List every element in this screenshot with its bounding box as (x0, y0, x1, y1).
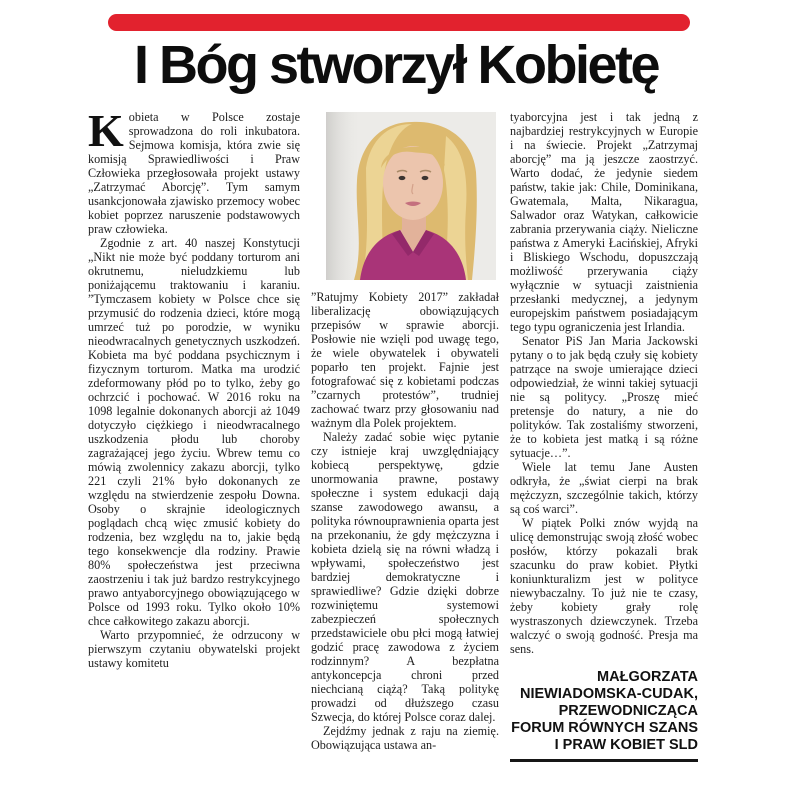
face (383, 146, 443, 220)
paragraph: W piątek Polki znów wyjdą na ulicę demonstrując swoją złość wobec posłów, którzy pokazali brak szacunku do praw kobiet. Płytki koniunkturalizm jest w polityce niewybaczalny. To już nie te czasy, żeby kobiety grały rolę wystraszonych dziewczynek. Trzeba walczyć o swoją godność. Presja ma sens. (510, 516, 698, 656)
paragraph-lead (88, 110, 300, 236)
paragraph: Wiele lat temu Jane Austen odkryła, że „świat cierpi na brak mężczyzn, szczególnie takich, którzy są coś warci”. (510, 460, 698, 516)
text-column-3 (510, 110, 698, 770)
author-photo (326, 112, 496, 280)
drop-cap: K (88, 110, 124, 156)
paragraph: Senator PiS Jan Maria Jackowski pytany o to jak będą czuły się kobiety patrzące na swoje umierające dzieci odpowiedział, że winni takiej sytuacji nie są politycy. „Proszę mieć pretensje do natury, a nie do polityków. Tak zostaliśmy stworzeni, że to kobieta jest matką i są różne sytuacje…”. (510, 334, 698, 460)
text-column-2 (311, 110, 499, 770)
text-column-1 (88, 110, 300, 770)
signature-line: NIEWIADOMSKA-CUDAK, (519, 686, 698, 702)
paragraph: Należy zadać sobie więc pytanie czy istnieje kraj uwzględniający kobiecą perspektywę, gdzie unormowania prawne, postawy społeczne i system edukacji dają szanse zawodowego awansu, a polityka równouprawnienia oparta jest na przekonaniu, że gdy mężczyzna i kobieta dzielą się na równi władzą i wpływami, społeczeństwo jest bardziej demokratyczne i sprawiedliwe? Gdzie dzięki dobrze rozwiniętemu systemowi zabezpieczeń społecznych przedstawiciele obu płci mogą łatwiej godzić pracę zawodowa z życiem rodzinnym? A bezpłatna antykoncepcja chroni przed niechcianą ciążą? Taką politykę prowadzi od dłuższego czasu Szwecja, do której Polsce coraz dalej. (311, 430, 499, 724)
paragraph-continued: ”Ratujmy Kobiety 2017” zakładał liberalizację obowiązujących przepisów w sprawie aborcji. Posłowie nie wzięli pod uwagę tego, że wiele obywatelek i obywateli poparło ten projekt. Fajnie jest fotografować się z kobietami podczas ”czarnych protestów”, trudniej zachować twarz przy głosowaniu nad ważnym dla Polek projektem. (311, 290, 499, 430)
signature-line: FORUM RÓWNYCH SZANS (511, 720, 698, 736)
paragraph: Warto przypomnieć, że odrzucony w pierwszym czytaniu obywatelski projekt ustawy komitetu (88, 628, 300, 670)
signature-line: I PRAW KOBIET SLD (554, 737, 698, 753)
right-eye (422, 176, 429, 180)
author-photo-illustration (326, 112, 496, 280)
top-red-rule (108, 14, 690, 31)
paragraph-text: obieta w Polsce zostaje sprowadzona do roli inkubatora. Sejmowa komisja, która zwie się komisją Sprawiedliwości i Praw Człowieka przegłosowała projekt ustawy „Zatrzymać Aborcję”. Tym samym usankcjonowała zjawisko przemocy wobec kobiet poprzez naruszenie podstawowych praw człowieka. (88, 110, 300, 236)
paragraph-continued: tyaborcyjna jest i tak jedną z najbardziej restrykcyjnych w Europie i na świecie. Projekt „Zatrzymaj aborcję” ma ją jeszcze zaostrzyć. Warto dodać, że jedynie siedem państw, takie jak: Chile, Dominikana, Gwatemala, Malta, Nikaragua, Salwador oraz Watykan, całkowicie zabrania przerywania ciąży. Nieliczne państwa z Ameryki Łacińskiej, Afryki i Bliskiego Wschodu, dopuszczają możliwość przerywania ciąży wyłącznie w sytuacji zaistnienia przesłanki medycznej, a jedynym europejskim państwem posiadającym tego typu ograniczenia jest Irlandia. (510, 110, 698, 334)
paragraph: Zgodnie z art. 40 naszej Konstytucji „Nikt nie może być poddany torturom ani okrutnemu, nieludzkiemu lub poniżającemu traktowaniu i karaniu. ”Tymczasem kobiety w Polsce chce się przymusić do rodzenia dzieci, które mogą umrzeć tuż po porodzie, w wyniku nieodwracalnych genetycznych uszkodzeń. Kobieta ma być poddana psychicznym i fizycznym torturom. Matka ma urodzić zdeformowany płód po to tylko, żeby go ochrzcić i pochować. W 2016 roku na 1098 legalnie dokonanych aborcji aż 1049 dotyczyło ciężkiego i nieodwracalnego uszkodzenia płodu lub choroby zagrażającej jego życiu. Wbrew temu co mówią zwolennicy zakazu aborcji, tylko 221 czyli 21% było dokonanych ze względu na stwierdzenie zespołu Downa. Osoby o skrajnie ideologicznych poglądach chcą więc zmusić kobiety do rodzenia, bez względu na to, jakie będą tego konsekwencje dla rodziny. Prawie 80% społeczeństwa jest przeciwna zaostrzeniu i tak już bardzo restrykcyjnego prawo antyaborcyjnego obowiązującego w Polsce od 1993 roku. Tylko około 10% chce całkowitego zakazu aborcji. (88, 236, 300, 628)
signature-line: PRZEWODNICZĄCA (558, 703, 698, 719)
article-headline: I Bóg stworzył Kobietę (133, 35, 659, 95)
author-signature (510, 669, 698, 754)
photo-shadow (326, 112, 362, 280)
article-body (88, 110, 698, 770)
paragraph: Zejdźmy jednak z raju na ziemię. Obowiązująca ustawa an- (311, 724, 499, 752)
left-eye (399, 176, 406, 180)
signature-underline (510, 759, 698, 762)
signature-line: MAŁGORZATA (597, 669, 698, 685)
